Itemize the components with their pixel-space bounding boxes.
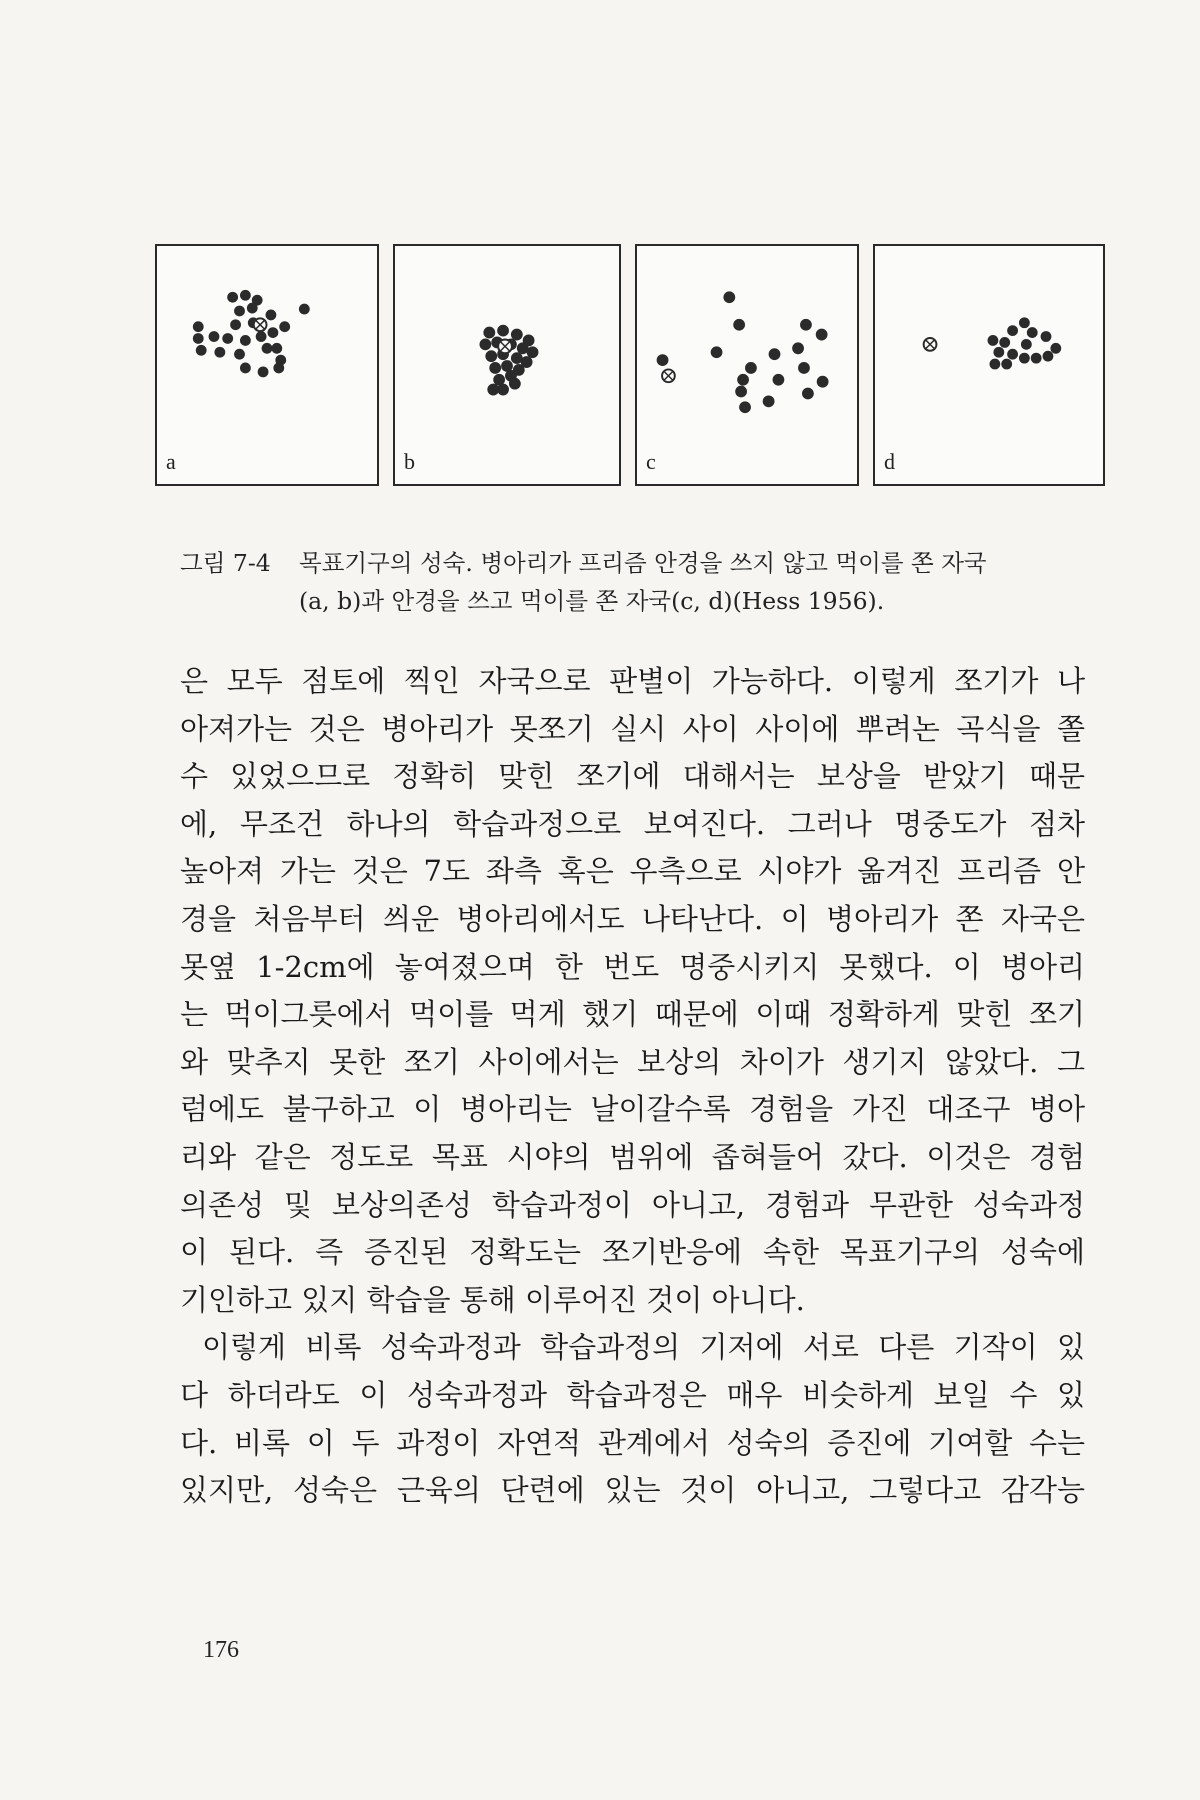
text-line: 에, 무조건 하나의 학습과정으로 보여진다. 그러나 명중도가 점차 <box>180 806 1085 841</box>
text-line: 는 먹이그릇에서 먹이를 먹게 했기 때문에 이때 정확하게 맞힌 쪼기 <box>180 997 1085 1032</box>
caption-line-1 <box>180 544 1080 582</box>
text-line: 의존성 및 보상의존성 학습과정이 아니고, 경험과 무관한 성숙과정 <box>180 1187 1085 1222</box>
paragraph-1 <box>180 658 1085 1324</box>
text-line: 있지만, 성숙은 근육의 단련에 있는 것이 아니고, 그렇다고 감각능 <box>180 1473 1085 1508</box>
figure-panel-b <box>393 244 621 486</box>
figure-7-4 <box>155 244 1105 488</box>
peck-marks-b <box>395 246 619 484</box>
peck-marks-a <box>157 246 377 484</box>
page-number: 176 <box>203 1637 239 1663</box>
text-line: 수 있었으므로 정확히 맞힌 쪼기에 대해서는 보상을 받았기 때문 <box>180 759 1085 794</box>
text-line: 이 된다. 즉 증진된 정확도는 쪼기반응에 속한 목표기구의 성숙에 <box>180 1235 1085 1270</box>
figure-panel-d <box>873 244 1105 486</box>
panel-label-d: d <box>884 449 895 474</box>
panel-label-a: a <box>166 449 176 474</box>
text-line: 와 맞추지 못한 쪼기 사이에서는 보상의 차이가 생기지 않았다. 그 <box>180 1044 1085 1079</box>
text-line: 은 모두 점토에 찍인 자국으로 판별이 가능하다. 이렇게 쪼기가 나 <box>180 664 1085 698</box>
text-line: 경을 처음부터 씌운 병아리에서도 나타난다. 이 병아리가 쫀 자국은 <box>180 901 1085 936</box>
figure-panel-a <box>155 244 379 486</box>
text-line: 이렇게 비록 성숙과정과 학습과정의 기저에 서로 다른 기작이 있 <box>202 1330 1085 1365</box>
figure-panel-c <box>635 244 859 486</box>
text-line: 다 하더라도 이 성숙과정과 학습과정은 매우 비슷하게 보일 수 있 <box>180 1377 1085 1412</box>
text-line: 리와 같은 정도로 목표 시야의 범위에 좁혀들어 갔다. 이것은 경험 <box>180 1139 1085 1174</box>
caption-figure-number: 그림 7-4 <box>180 549 271 577</box>
text-line: 기인하고 있지 학습을 통해 이루어진 것이 아니다. <box>180 1282 805 1317</box>
peck-marks-d <box>875 246 1103 484</box>
text-line: 다. 비록 이 두 과정이 자연적 관계에서 성숙의 증진에 기여할 수는 <box>180 1425 1085 1460</box>
figure-caption <box>180 544 1080 620</box>
text-line: 럼에도 불구하고 이 병아리는 날이갈수록 경험을 가진 대조구 병아 <box>180 1092 1085 1127</box>
text-line: 높아져 가는 것은 7도 좌측 혹은 우측으로 시야가 옮겨진 프리즘 안 <box>180 854 1085 889</box>
caption-line-2: (a, b)과 안경을 쓰고 먹이를 쫀 자국(c, d)(Hess 1956). <box>299 587 885 615</box>
body-text <box>180 658 1085 1515</box>
text-line: 아져가는 것은 병아리가 못쪼기 실시 사이 사이에 뿌려논 곡식을 쫄 <box>180 711 1085 746</box>
paragraph-2 <box>180 1324 1085 1514</box>
peck-marks-c <box>637 246 857 484</box>
panel-label-c: c <box>646 449 656 474</box>
text-line: 못옆 1-2cm에 놓여졌으며 한 번도 명중시키지 못했다. 이 병아리 <box>180 949 1085 984</box>
caption-text-1: 목표기구의 성숙. 병아리가 프리즘 안경을 쓰지 않고 먹이를 쫀 자국 <box>299 549 987 577</box>
panel-label-b: b <box>404 449 415 474</box>
